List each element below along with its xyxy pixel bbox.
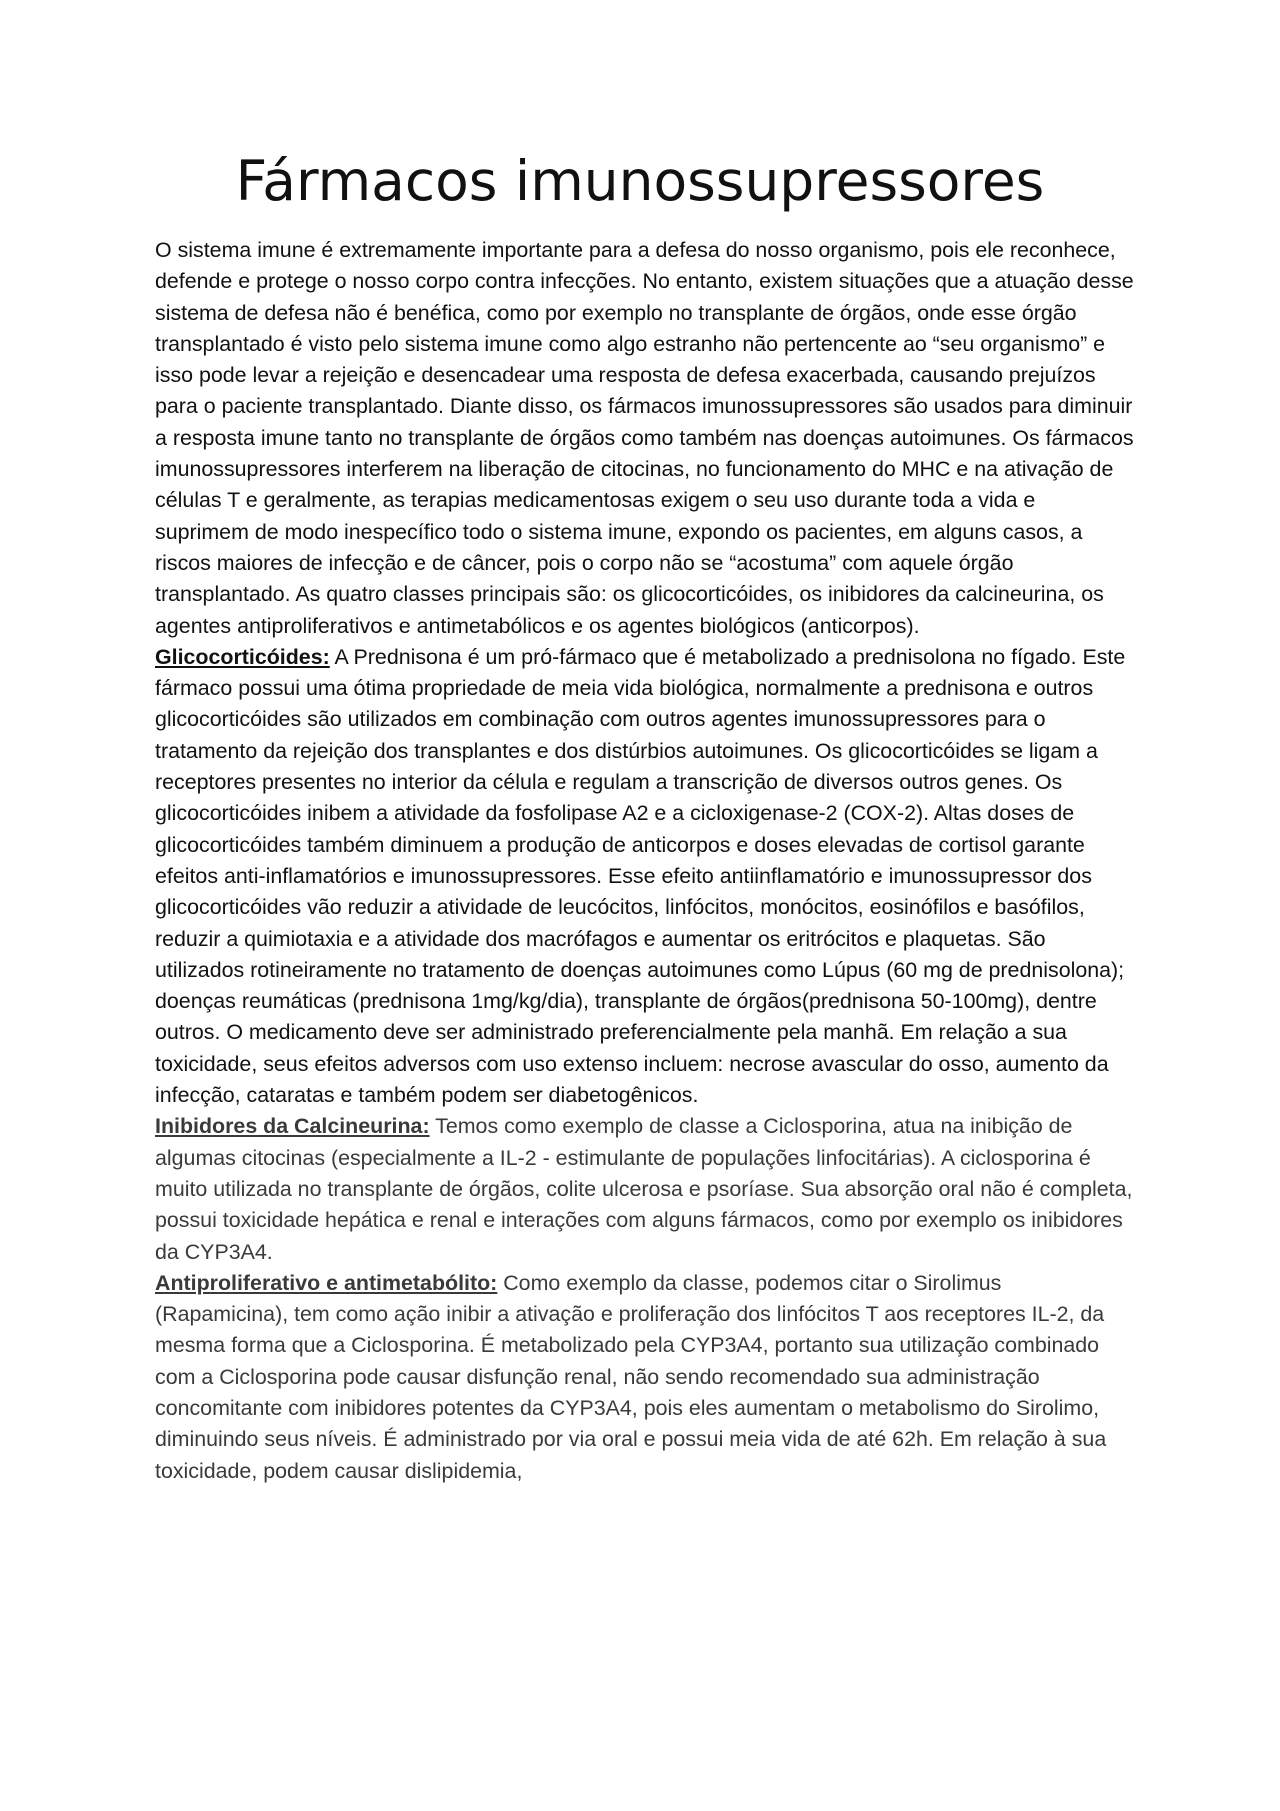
section-inibidores-calcineurina bbox=[155, 1111, 1135, 1267]
section-glicocorticoides bbox=[155, 642, 1135, 1111]
page-title: Fármacos imunossupressores bbox=[235, 149, 1045, 213]
section-text: Temos como exemplo de classe a Ciclosporina, atua na inibição de algumas citocinas (especialmente a IL-2 - estimulante de populações linfocitárias). A ciclosporina é muito utilizada no transplante de órgãos, colite ulcerosa e psoríase. Sua absorção oral não é completa, possui toxicidade hepática e renal e interações com alguns fármacos, como por exemplo os inibidores da CYP3A4. bbox=[155, 1114, 1133, 1264]
document-body bbox=[155, 235, 1135, 1487]
section-text: A Prednisona é um pró-fármaco que é metabolizado a prednisolona no fígado. Este fármaco possui uma ótima propriedade de meia vida biológica, normalmente a prednisona e outros glicocorticóides são utilizados em combinação com outros agentes imunossupressores para o tratamento da rejeição dos transplantes e dos distúrbios autoimunes. Os glicocorticóides se ligam a receptores presentes no interior da célula e regulam a transcrição de diversos outros genes. Os glicocorticóides inibem a atividade da fosfolipase A2 e a cicloxigenase-2 (COX-2). Altas doses de glicocorticóides também diminuem a produção de anticorpos e doses elevadas de cortisol garante efeitos anti-inflamatórios e imunossupressores. Esse efeito antiinflamatório e imunossupressor dos glicocorticóides vão reduzir a atividade de leucócitos, linfócitos, monócitos, eosinófilos e basófilos, reduzir a quimiotaxia e a atividade dos macrófagos e aumentar os eritrócitos e plaquetas. São utilizados rotineiramente no tratamento de doenças autoimunes como Lúpus (60 mg de prednisolona); doenças reumáticas (prednisona 1mg/kg/dia), transplante de órgãos(prednisona 50-100mg), dentre outros. O medicamento deve ser administrado preferencialmente pela manhã. Em relação a sua toxicidade, seus efeitos adversos com uso extenso incluem: necrose avascular do osso, aumento da infecção, cataratas e também podem ser diabetogênicos. bbox=[155, 644, 1126, 1108]
section-heading: Antiproliferativo e antimetabólito: bbox=[155, 1270, 498, 1295]
section-heading: Inibidores da Calcineurina: bbox=[155, 1114, 430, 1139]
section-heading: Glicocorticóides: bbox=[155, 644, 330, 669]
section-antiproliferativo bbox=[155, 1268, 1135, 1487]
intro-paragraph: O sistema imune é extremamente importante para a defesa do nosso organismo, pois ele reconhece, defende e protege o nosso corpo contra infecções. No entanto, existem situações que a atuação desse sistema de defesa não é benéfica, como por exemplo no transplante de órgãos, onde esse órgão transplantado é visto pelo sistema imune como algo estranho não pertencente ao “seu organismo” e isso pode levar a rejeição e desencadear uma resposta de defesa exacerbada, causando prejuízos para o paciente transplantado. Diante disso, os fármacos imunossupressores são usados para diminuir a resposta imune tanto no transplante de órgãos como também nas doenças autoimunes. Os fármacos imunossupressores interferem na liberação de citocinas, no funcionamento do MHC e na ativação de células T e geralmente, as terapias medicamentosas exigem o seu uso durante toda a vida e suprimem de modo inespecífico todo o sistema imune, expondo os pacientes, em alguns casos, a riscos maiores de infecção e de câncer, pois o corpo não se “acostuma” com aquele órgão transplantado. As quatro classes principais são: os glicocorticóides, os inibidores da calcineurina, os agentes antiproliferativos e antimetabólicos e os agentes biológicos (anticorpos). bbox=[155, 238, 1134, 638]
section-text: Como exemplo da classe, podemos citar o Sirolimus (Rapamicina), tem como ação inibir a ativação e proliferação dos linfócitos T aos receptores IL-2, da mesma forma que a Ciclosporina. É metabolizado pela CYP3A4, portanto sua utilização combinado com a Ciclosporina pode causar disfunção renal, não sendo recomendado sua administração concomitante com inibidores potentes da CYP3A4, pois eles aumentam o metabolismo do Sirolimo, diminuindo seus níveis. É administrado por via oral e possui meia vida de até 62h. Em relação à sua toxicidade, podem causar dislipidemia, bbox=[155, 1270, 1107, 1483]
